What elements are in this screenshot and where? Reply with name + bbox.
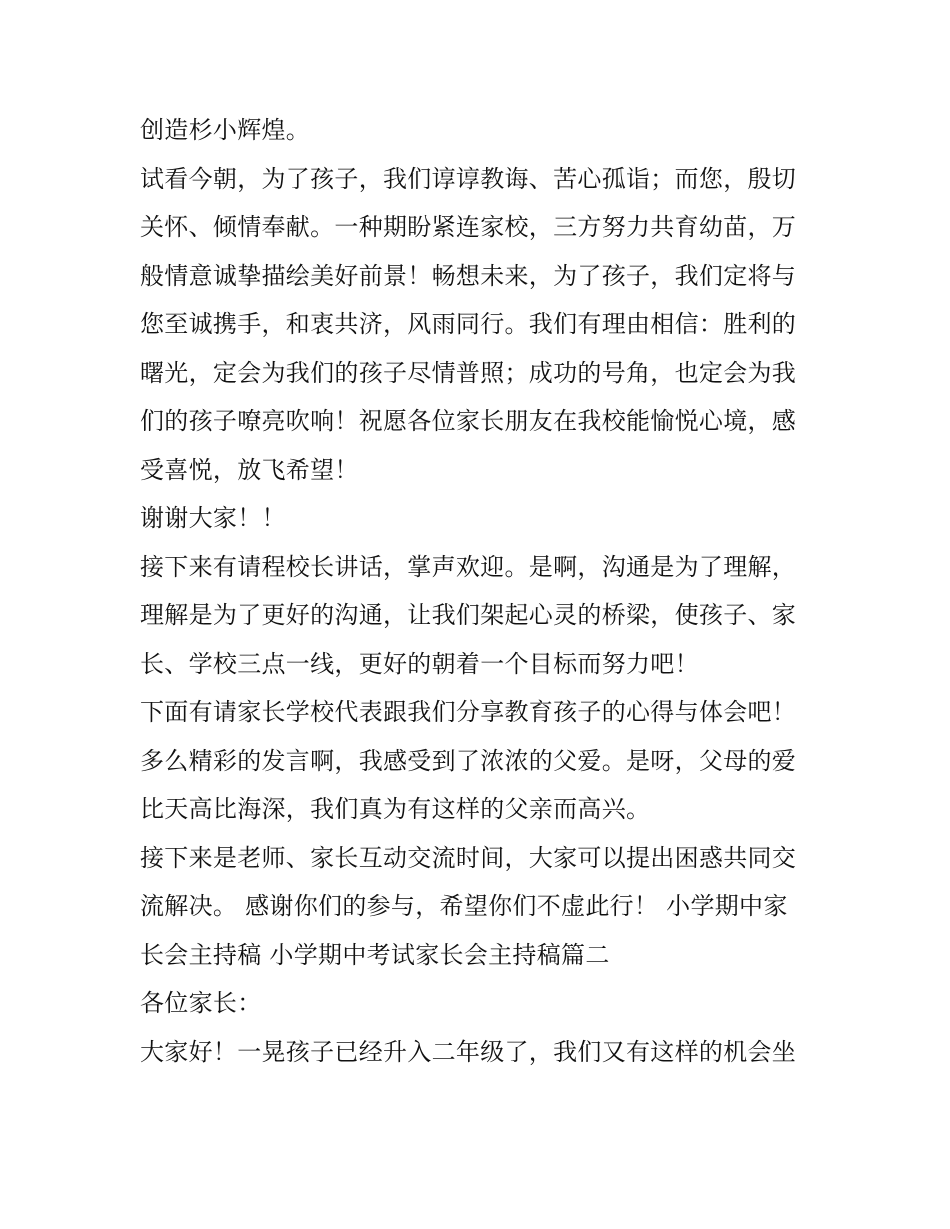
text-line: 流解决。 感谢你们的参与，希望你们不虚此行！ 小学期中家 <box>140 892 788 920</box>
text-line: 们的孩子嘹亮吹响！祝愿各位家长朋友在我校能愉悦心境，感 <box>140 407 797 435</box>
text-line: 创造杉小辉煌。 <box>140 116 311 144</box>
text-line: 接下来是老师、家长互动交流时间，大家可以提出困惑共同交 <box>140 843 797 872</box>
document-text <box>140 106 820 1076</box>
text-line: 接下来有请程校长讲话，掌声欢迎。是啊，沟通是为了理解， <box>140 552 797 581</box>
text-line: 谢谢大家！！ <box>140 504 286 532</box>
text-line: 多么精彩的发言啊，我感受到了浓浓的父爱。是呀，父母的爱 <box>140 746 797 775</box>
text-line: 大家好！一晃孩子已经升入二年级了，我们又有这样的机会坐 <box>140 1037 797 1066</box>
text-line: 长、学校三点一线，更好的朝着一个目标而努力吧！ <box>140 649 699 678</box>
text-line: 受喜悦，放飞希望！ <box>140 455 359 484</box>
text-line: 您至诚携手，和衷共济，风雨同行。我们有理由相信：胜利的 <box>140 310 797 338</box>
text-line: 下面有请家长学校代表跟我们分享教育孩子的心得与体会吧！ <box>140 698 797 726</box>
text-line: 长会主持稿 小学期中考试家长会主持稿篇二 <box>140 940 610 969</box>
text-line: 关怀、倾情奉献。一种期盼紧连家校，三方努力共育幼苗，万 <box>140 213 797 241</box>
text-line: 般情意诚挚描绘美好前景！畅想未来，为了孩子，我们定将与 <box>140 261 797 290</box>
text-line: 各位家长： <box>140 989 262 1017</box>
text-line: 理解是为了更好的沟通，让我们架起心灵的桥梁，使孩子、家 <box>140 601 797 629</box>
text-line: 比天高比海深，我们真为有这样的父亲而高兴。 <box>140 795 651 823</box>
text-line: 曙光，定会为我们的孩子尽情普照；成功的号角，也定会为我 <box>140 358 797 387</box>
text-line: 试看今朝，为了孩子，我们谆谆教诲、苦心孤诣；而您，殷切 <box>140 164 797 193</box>
